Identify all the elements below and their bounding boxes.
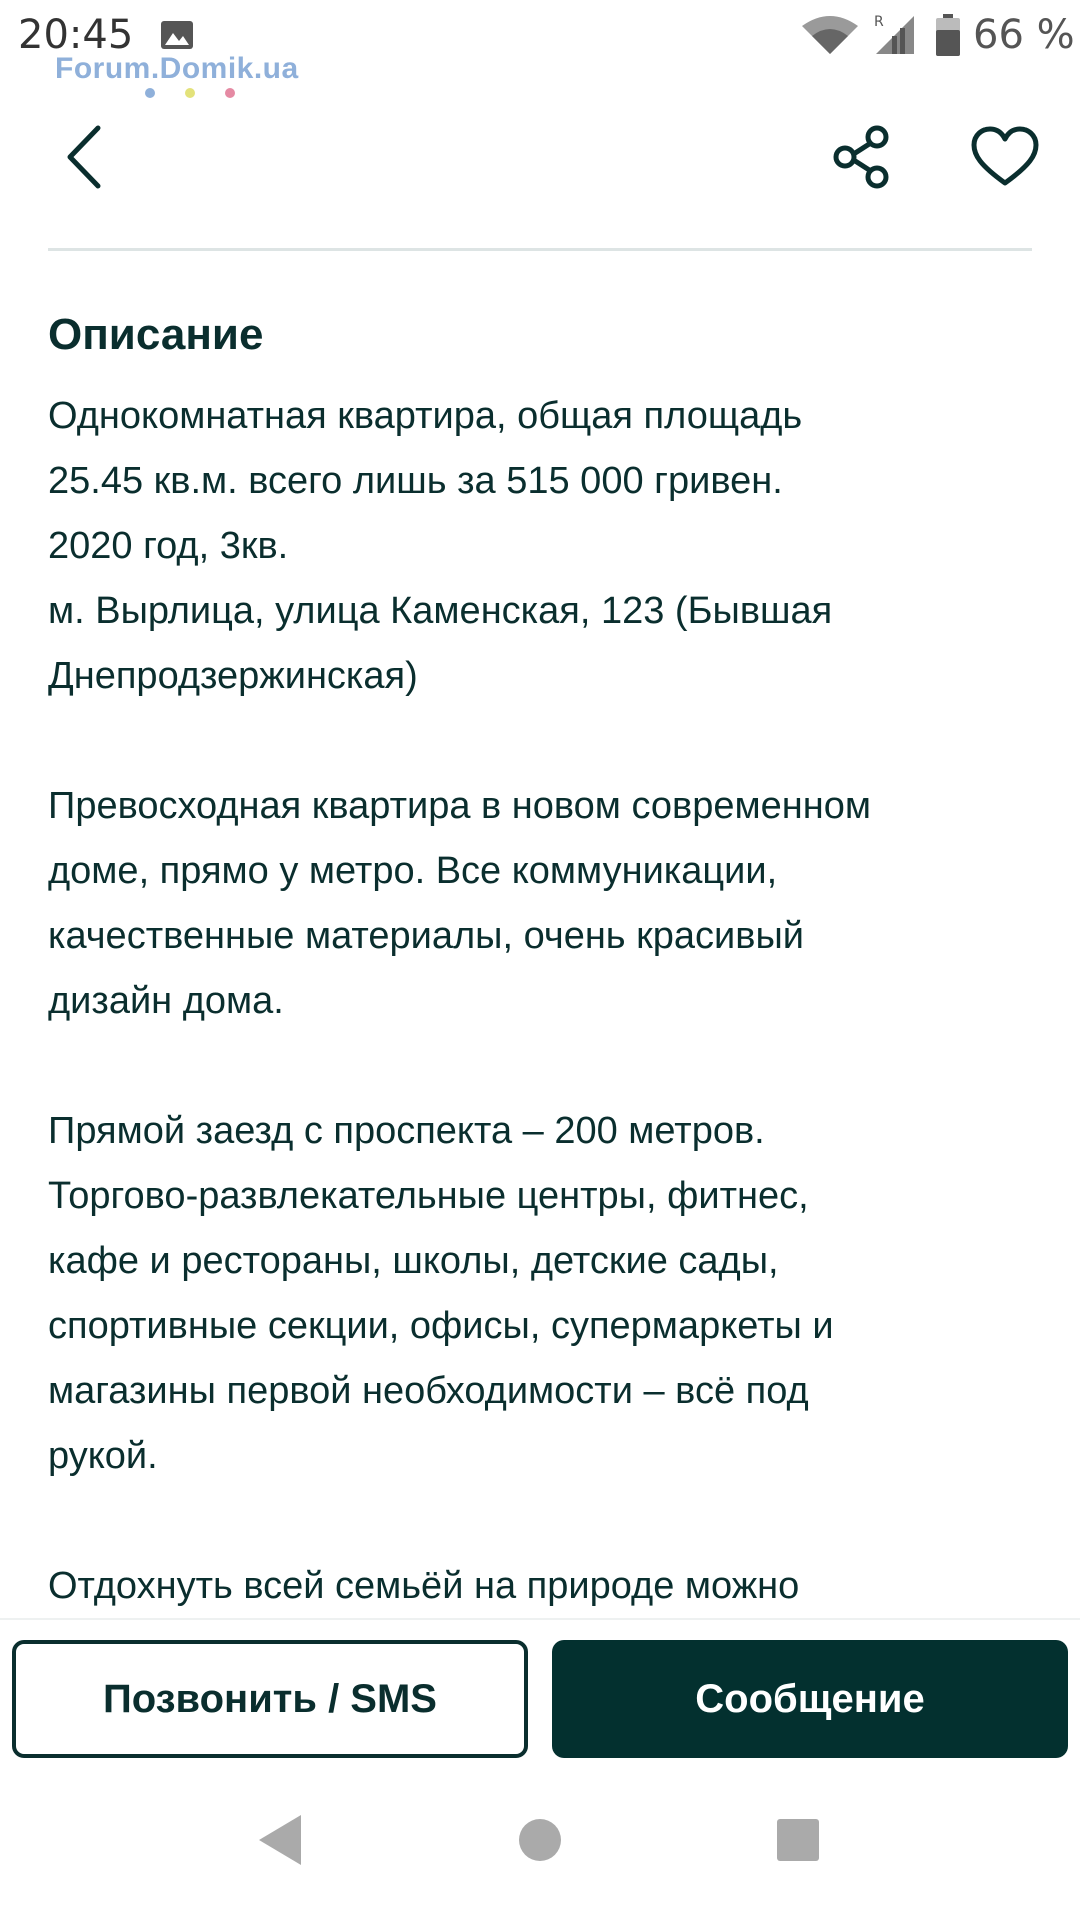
share-button[interactable] xyxy=(818,112,908,202)
action-bar xyxy=(0,1618,1080,1770)
nav-recents-icon xyxy=(775,1817,821,1863)
text-line: Однокомнатная квартира, общая площадь xyxy=(48,395,803,437)
system-navigation-bar xyxy=(0,1770,1080,1920)
status-time: 20:45 xyxy=(18,12,134,58)
gallery-icon xyxy=(160,20,194,50)
signal-icon xyxy=(872,12,916,56)
svg-text:R: R xyxy=(874,14,884,30)
favorite-button[interactable] xyxy=(960,112,1050,202)
nav-back-button[interactable] xyxy=(250,1810,310,1870)
battery-icon xyxy=(936,14,960,56)
watermark-logo: Forum.Domik.ua xyxy=(55,52,299,85)
battery-percent: 66 % xyxy=(973,12,1075,58)
wifi-icon xyxy=(800,16,860,56)
text-line: Торгово-развлекательные центры, фитнес, xyxy=(48,1175,809,1217)
description-paragraph xyxy=(48,774,1038,1034)
text-line: 25.45 кв.м. всего лишь за 515 000 гривен. xyxy=(48,460,783,502)
text-line: м. Вырлица, улица Каменская, 123 (Бывшая xyxy=(48,590,833,632)
text-line: спортивные секции, офисы, супермаркеты и xyxy=(48,1305,834,1347)
text-line: Прямой заезд с проспекта – 200 метров. xyxy=(48,1110,765,1152)
text-line: 2020 год, 3кв. xyxy=(48,525,289,567)
share-icon xyxy=(831,125,895,189)
text-line: Отдохнуть всей семьёй на природе можно xyxy=(48,1565,800,1607)
text-line: качественные материалы, очень красивый xyxy=(48,915,805,957)
section-title: Описание xyxy=(48,310,264,359)
message-button[interactable]: Сообщение xyxy=(552,1640,1068,1758)
description-paragraph xyxy=(48,1099,1038,1489)
back-button[interactable] xyxy=(40,112,130,202)
description-section xyxy=(48,300,1038,1610)
text-line: дизайн дома. xyxy=(48,980,284,1022)
call-sms-button[interactable]: Позвонить / SMS xyxy=(12,1640,528,1758)
text-line: Днепродзержинская) xyxy=(48,655,418,697)
text-line: доме, прямо у метро. Все коммуникации, xyxy=(48,850,778,892)
text-line: магазины первой необходимости – всё под xyxy=(48,1370,809,1412)
nav-home-icon xyxy=(517,1817,563,1863)
text-line: Превосходная квартира в новом современном xyxy=(48,785,871,827)
text-line: кафе и рестораны, школы, детские сады, xyxy=(48,1240,779,1282)
nav-back-icon xyxy=(255,1813,305,1867)
nav-home-button[interactable] xyxy=(510,1810,570,1870)
description-paragraph xyxy=(48,1554,1038,1610)
nav-recents-button[interactable] xyxy=(768,1810,828,1870)
watermark-dots xyxy=(145,86,245,100)
heart-icon xyxy=(970,125,1040,189)
back-arrow-icon xyxy=(60,122,110,192)
status-bar xyxy=(0,0,1080,85)
description-paragraph xyxy=(48,384,1038,709)
text-line: рукой. xyxy=(48,1435,158,1477)
header-divider xyxy=(48,248,1032,251)
